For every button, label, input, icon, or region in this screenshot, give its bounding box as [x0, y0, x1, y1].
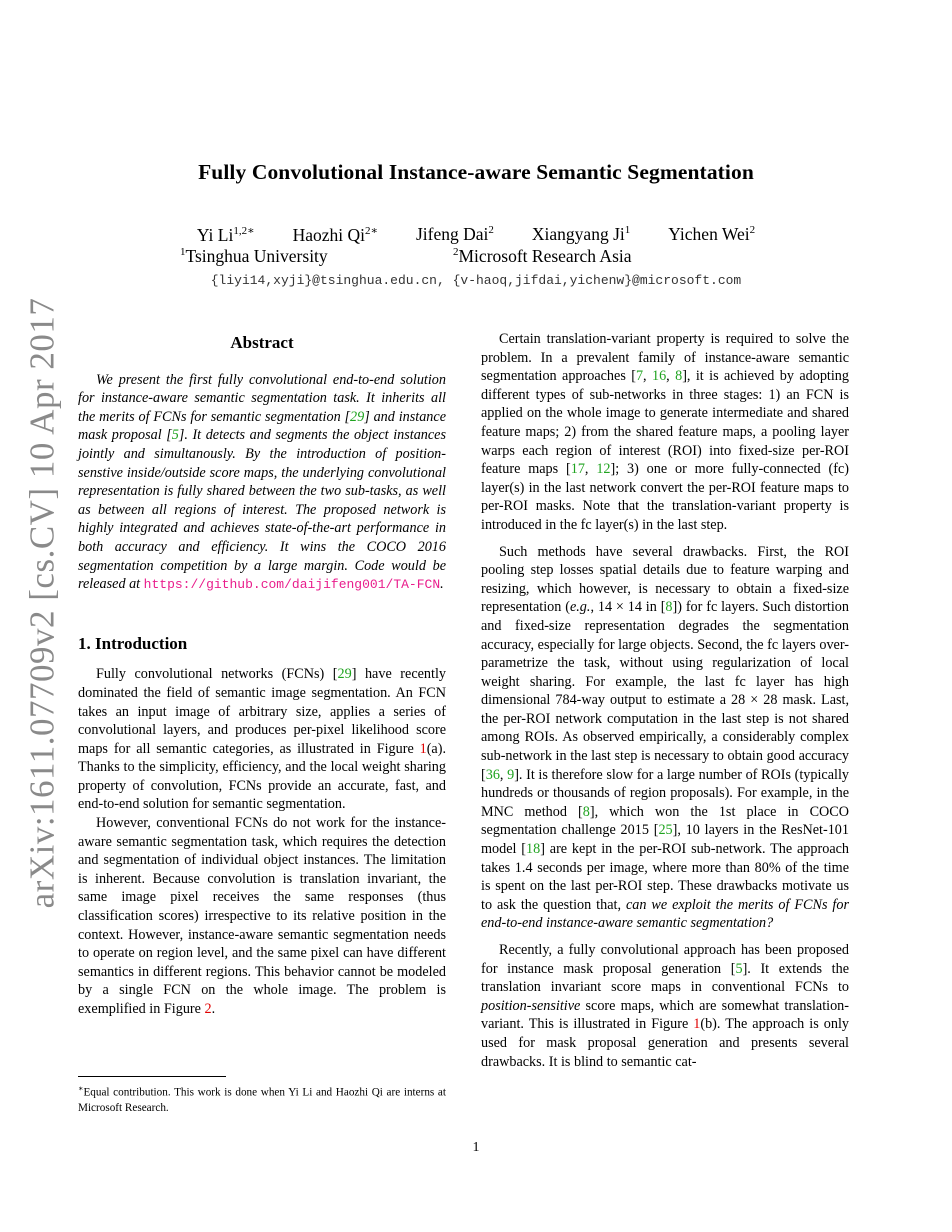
right-column — [481, 330, 849, 1071]
citation-link[interactable]: 5 — [171, 427, 179, 444]
intro-paragraph: However, conventional FCNs do not work for the instance-aware semantic segmentation task, which requires the detection and segmentation of individual object instances. The limitation is inherent. Because convolution is translation invariant, the same image pixel receives the same responses (thus classification scores) irrespective to its relative position in the context. However, instance-aware semantic segmentation needs to operate on region level, and the same pixel can have different semantics in different regions. This behavior cannot be modeled by a single FCN on the whole image. The problem is exemplified in Figure 2. — [78, 815, 446, 1017]
intro-paragraph: Fully convolutional networks (FCNs) [29] have recently dominated the field of semantic image segmentation. An FCN takes an input image of arbitrary size, applies a series of convolutional layers, and produces per-pixel likelihood score maps for all semantic categories, as illustrated in Figure 1(a). Thanks to the simplicity, efficiency, and the local weight sharing property of convolution, FCNs provide an accurate, fast, and end-to-end solution for semantic segmentation. — [78, 666, 446, 813]
body-paragraph: Such methods have several drawbacks. First, the ROI pooling step losses spatial details due to feature warping and resizing, which however, is necessary to obtain a fixed-size representation (e.g., 14 × 14 in [8]) for fc layers. Such distortion and fixed-size representation degrades the segmentation accuracy, especially for large objects. Second, the fc layers over-parametrize the task, without using regularization of local weight sharing. For example, the last fc layer has high dimensional 784-way output to estimate a 28 × 28 mask. Last, the per-ROI network computation in the last step is not shared among ROIs. As observed empirically, a considerably complex sub-network in the last step is necessary to obtain good accuracy [36, 9]. It is therefore slow for a large number of ROIs (typically hundreds or thousands of region proposals). For example, in the MNC method [8], which won the 1st place in COCO segmentation challenge 2015 [25], 10 layers in the ResNet-101 model [18] are kept in the per-ROI sub-network. The approach takes 1.4 seconds per image, where more than 80% of the time is spent on the last per-ROI step. These drawbacks motivate us to ask the question that, can we exploit the merits of FCNs for end-to-end instance-aware semantic segmentation? — [481, 543, 850, 932]
author: Yi $Li^{1,2∗}$ — [196, 224, 255, 245]
citation-link[interactable]: 29 — [337, 666, 352, 683]
page-number: 1 — [472, 1140, 480, 1155]
figure-ref-link[interactable]: 1 — [419, 740, 427, 757]
author-emails: {liyi14,xyji}@tsinghua.edu.cn, {v-haoq,jifdai,yichenw}@microsoft.com — [210, 273, 742, 288]
author: Jifeng Dai$^2$ — [415, 224, 494, 244]
affiliation: $^2$Microsoft Research Asia — [453, 246, 632, 266]
affiliations — [180, 246, 632, 267]
citation-link[interactable]: 36 — [485, 766, 500, 783]
citation-link[interactable]: 8 — [675, 368, 683, 385]
arxiv-stamp-text: arXiv:1611.07709v2 [cs.CV] 10 Apr 2017 — [22, 297, 62, 908]
citation-link[interactable]: 8 — [665, 599, 673, 616]
abstract-text: We present the first fully convolutional end-to-end solution for instance-aware semantic segmentation task. It inherits all the merits of FCNs for semantic segmentation [29] and instance mask proposal [5]. It detects and segments the object instances jointly and simultanously. By the introduction of position-senstive inside/outside score maps, the underlying convolutional representation is fully shared between the two sub-tasks, as well as between all regions of interest. The proposed network is highly integrated and achieves state-of-the-art performance in both accuracy and efficiency. It wins the COCO 2016 segmentation competition by a large margin. Code would be released at https://github.com/daijifeng001/TA-FCN. — [78, 371, 446, 593]
code-url-link[interactable]: https://github.com/daijifeng001/TA-FCN — [143, 577, 441, 593]
left-column — [78, 330, 446, 1019]
figure-ref-link[interactable]: 2 — [204, 1001, 212, 1017]
footnote: ∗Equal contribution. This work is done when Yi Li and Haozhi Qi are interns at Microsoft Research. — [78, 1084, 446, 1114]
abstract-heading: Abstract — [230, 333, 294, 352]
arxiv-stamp — [18, 297, 66, 908]
citation-link[interactable]: 18 — [526, 841, 541, 858]
citation-link[interactable]: 9 — [507, 766, 515, 783]
citation-link[interactable]: 25 — [658, 822, 673, 839]
citation-link[interactable]: 17 — [570, 461, 585, 478]
body-paragraph: Certain translation-variant property is required to solve the problem. In a prevalent family of instance-aware semantic segmentation approaches [7, 16, 8], it is achieved by adopting different types of sub-networks in three stages: 1) an FCN is applied on the whole image to generate intermediate and shared feature maps; 2) from the shared feature maps, a pooling layer warps each region of interest (ROI) into fixed-size per-ROI feature maps [17, 12]; 3) one or more fully-connected (fc) layer(s) in the last network convert the per-ROI feature maps to per-ROI masks. Note that the translation-variant property is introduced in the fc layer(s) in the last step. — [481, 331, 849, 533]
paper-title: Fully Convolutional Instance-aware Semantic Segmentation — [198, 160, 754, 184]
citation-link[interactable]: 7 — [635, 368, 644, 385]
figure-ref-link[interactable]: 1 — [693, 1016, 701, 1033]
citation-link[interactable]: 12 — [596, 461, 611, 478]
author: Yichen Wei$^2$ — [668, 224, 756, 244]
author: Haozhi $Qi^{2∗}$ — [292, 224, 378, 245]
citation-link[interactable]: 29 — [350, 408, 365, 425]
affiliation: $^1$Tsinghua University — [180, 246, 328, 266]
author: Xiangyang Ji$^1$ — [531, 224, 631, 244]
section-heading-introduction: 1. Introduction — [78, 633, 188, 653]
footnote-divider — [78, 1076, 226, 1077]
body-paragraph: Recently, a fully convolutional approach has been proposed for instance mask proposal generation [5]. It extends the translation invariant score maps in conventional FCNs to position-sensitive score maps, which are somewhat translation-variant. This is illustrated in Figure 1(b). The approach is only used for mask proposal generation and presents several drawbacks. It is blind to semantic cat- — [481, 942, 850, 1070]
author-list — [0, 224, 952, 246]
citation-link[interactable]: 16 — [651, 368, 667, 385]
citation-link[interactable]: 5 — [735, 960, 743, 977]
citation-link[interactable]: 8 — [582, 803, 590, 820]
